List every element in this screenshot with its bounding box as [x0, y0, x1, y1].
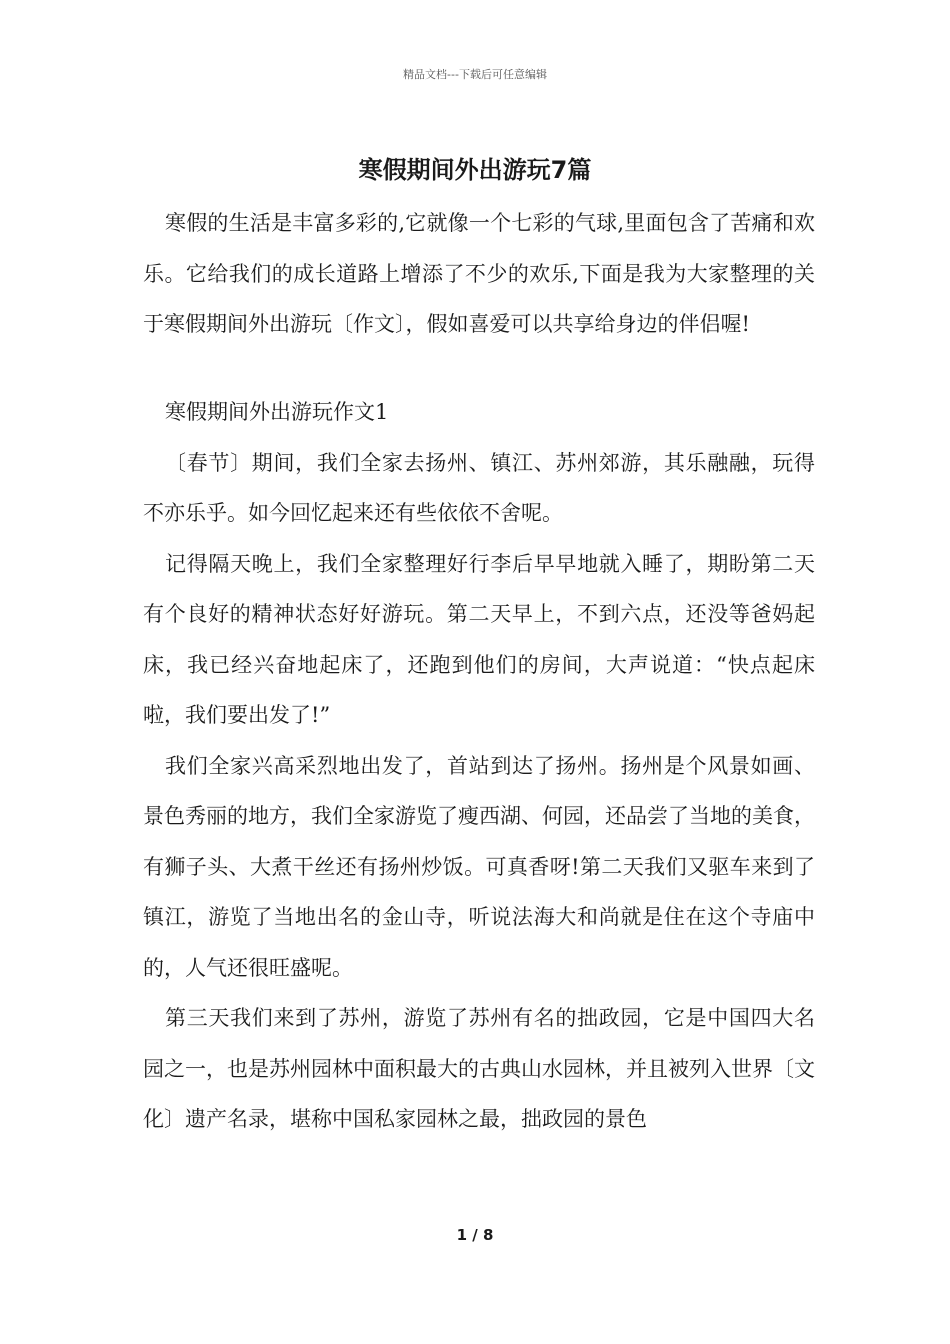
intro-paragraph: 寒假的生活是丰富多彩的,它就像一个七彩的气球,里面包含了苦痛和欢乐。它给我们的成长道路上增添了不少的欢乐,下面是我为大家整理的关于寒假期间外出游玩〔作文〕，假如喜爱可以共享给身边的伴侣喔! [143, 211, 815, 336]
body-paragraph: 记得隔天晚上，我们全家整理好行李后早早地就入睡了，期盼第二天有个良好的精神状态好好游玩。第二天早上，不到六点，还没等爸妈起床，我已经兴奋地起床了，还跑到他们的房间，大声说道：“快点起床啦，我们要出发了!” [143, 551, 815, 727]
document-title: 寒假期间外出游玩7篇 [358, 156, 592, 184]
body-paragraph: 〔春节〕期间，我们全家去扬州、镇江、苏州郊游，其乐融融，玩得不亦乐乎。如今回忆起来还有些依依不舍呢。 [143, 450, 815, 525]
document-body [143, 198, 815, 1145]
body-paragraph: 我们全家兴高采烈地出发了，首站到达了扬州。扬州是个风景如画、景色秀丽的地方，我们全家游览了瘦西湖、何园，还品尝了当地的美食，有狮子头、大煮干丝还有扬州炒饭。可真香呀!第二天我们又驱车来到了镇江，游览了当地出名的金山寺，听说法海大和尚就是住在这个寺庙中的，人气还很旺盛呢。 [143, 753, 815, 980]
page-number: 1 / 8 [456, 1226, 494, 1244]
section-heading: 寒假期间外出游玩作文1 [165, 399, 389, 424]
body-paragraph: 第三天我们来到了苏州，游览了苏州有名的拙政园，它是中国四大名园之一，也是苏州园林中面积最大的古典山水园林，并且被列入世界〔文化〕遗产名录，堪称中国私家园林之最，拙政园的景色 [143, 1006, 815, 1131]
header-note: 精品文档---下载后可任意编辑 [403, 68, 547, 81]
